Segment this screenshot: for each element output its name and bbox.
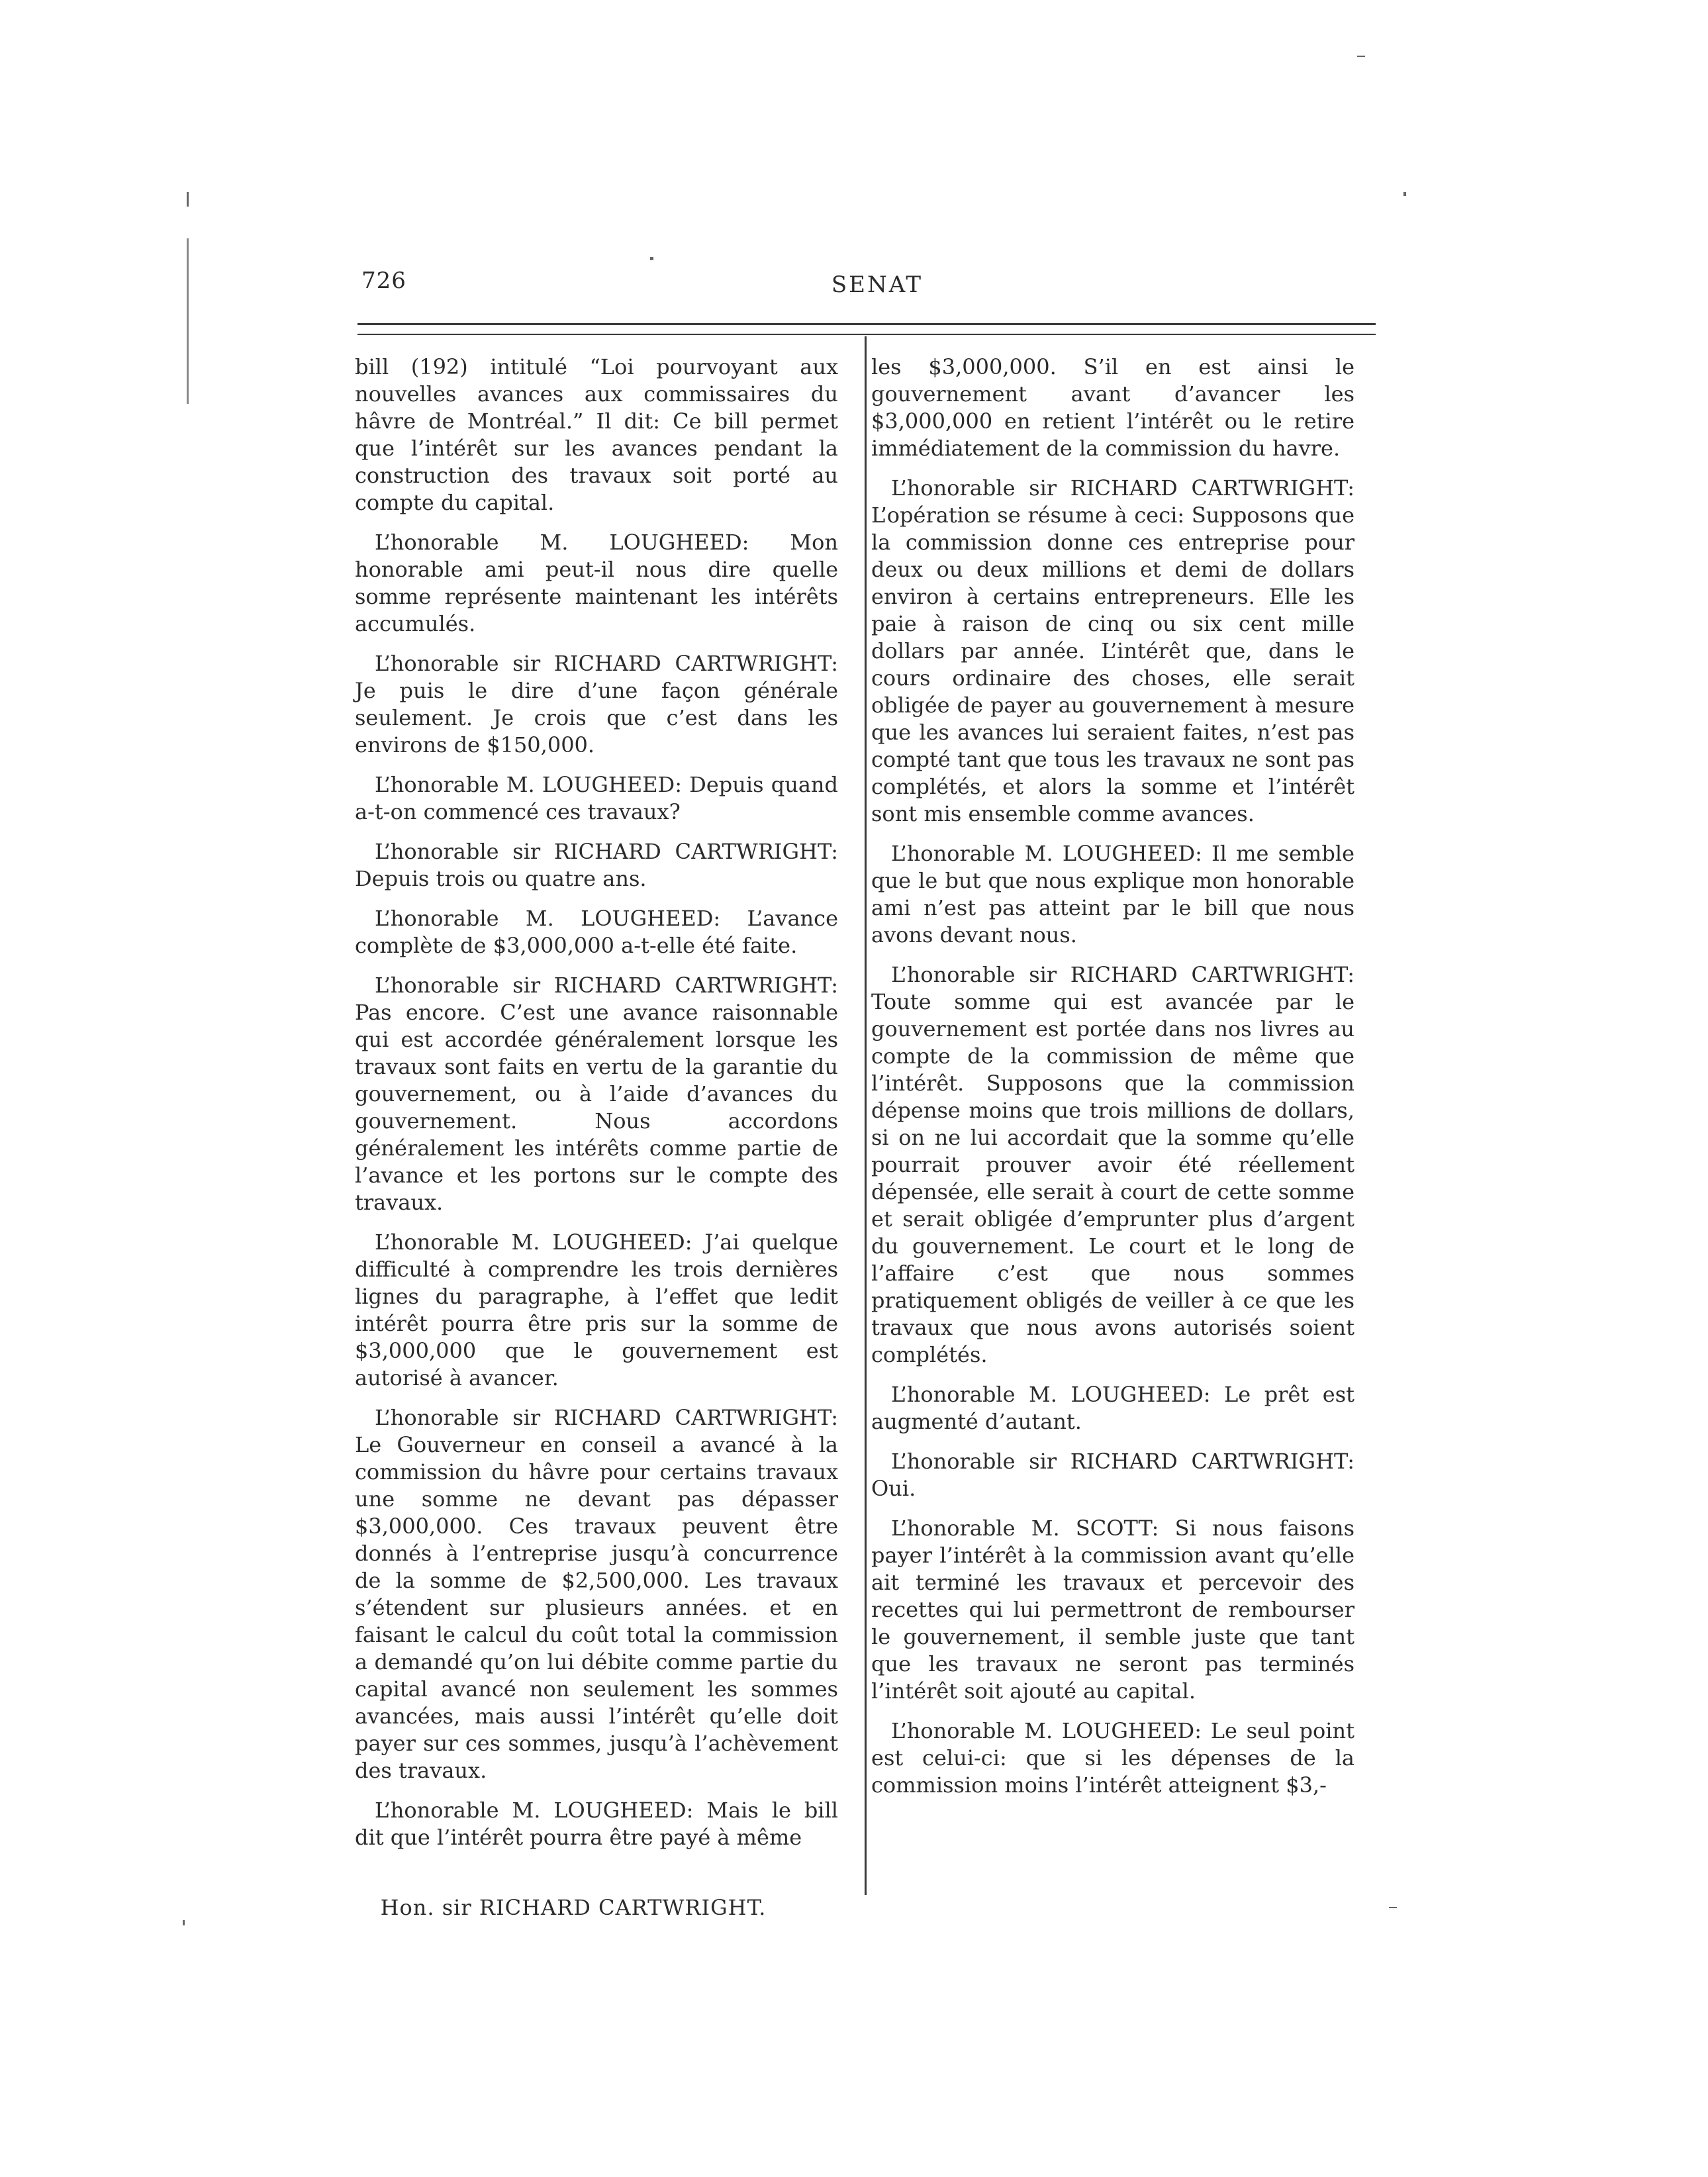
paragraph: L’honorable M. LOUGHEED: Le prêt est augmenté d’autant. — [871, 1382, 1354, 1434]
paragraph: L’honorable sir RICHARD CARTWRIGHT: Pas encore. C’est une avance raisonnable qui est accordée généralement lorsque les travaux sont faits en vertu de la garantie du gouvernement, ou à l’aide d’avances du gouvernement. Nous accordons généralement les intérêts comme partie de l’avance et les portons sur le compte des travaux. — [355, 973, 838, 1215]
page-number: 726 — [361, 267, 406, 294]
scan-mark — [187, 192, 189, 207]
scan-mark — [650, 257, 653, 260]
header-rule — [357, 323, 1376, 325]
paragraph: L’honorable M. LOUGHEED: Mais le bill dit que l’intérêt pourra être payé à même — [355, 1798, 838, 1850]
running-head: SENAT — [831, 271, 924, 298]
paragraph: les $3,000,000. S’il en est ainsi le gouvernement avant d’avancer les $3,000,000 en retient l’intérêt ou le retire immédiatement de la commission du havre. — [871, 354, 1354, 461]
scan-mark — [1403, 192, 1406, 196]
paragraph: L’honorable M. LOUGHEED: J’ai quelque difficulté à comprendre les trois dernières lignes du paragraphe, à l’effet que ledit intérêt pourra être pris sur la somme de $3,000,000 que le gouvernement est autorisé à avancer. — [355, 1230, 838, 1390]
paragraph: L’honorable M. LOUGHEED: Le seul point est celui-ci: que si les dépenses de la commission moins l’intérêt atteignent $3,- — [871, 1718, 1354, 1798]
paragraph: L’honorable sir RICHARD CARTWRIGHT: Je puis le dire d’une façon générale seulement. Je crois que c’est dans les environs de $150,000. — [355, 651, 838, 757]
paragraph: L’honorable M. LOUGHEED: Il me semble que le but que nous explique mon honorable ami n’est pas atteint par le bill que nous avons devant nous. — [871, 841, 1354, 947]
header-rule — [357, 334, 1376, 335]
paragraph: L’honorable sir RICHARD CARTWRIGHT: Toute somme qui est avancée par le gouvernement est portée dans nos livres au compte de la commission de même que l’intérêt. Supposons que la commission dépense moins que trois millions de dollars, si on ne lui accordait que la somme qu’elle pourrait prouver avoir été réellement dépensée, elle serait à court de cette somme et serait obligée d’emprunter plus d’argent du gouvernement. Le court et le long de l’affaire c’est que nous sommes pratiquement obligés de veiller à ce que les travaux que nous avons autorisés soient complétés. — [871, 962, 1354, 1367]
paragraph: L’honorable M. LOUGHEED: L’avance complète de $3,000,000 a-t-elle été faite. — [355, 906, 838, 958]
column-divider — [865, 336, 867, 1895]
paragraph: L’honorable sir RICHARD CARTWRIGHT: L’opération se résume à ceci: Supposons que la commission donne ces entreprise pour deux ou deux millions et demi de dollars environ à certains entrepreneurs. Elle les paie à raison de cinq ou six cent mille dollars par année. L’intérêt que, dans le cours ordinaire des choses, elle serait obligée de payer au gouvernement à mesure que les avances lui seraient faites, n’est pas compté tant que tous les travaux ne sont pas complétés, et alors la somme et l’intérêt sont mis ensemble comme avances. — [871, 475, 1354, 826]
scan-mark — [183, 1920, 185, 1925]
paragraph: L’honorable M. SCOTT: Si nous faisons payer l’intérêt à la commission avant qu’elle ait terminé les travaux et percevoir des recettes qui lui permettront de rembourser le gouvernement, il semble juste que tant que les travaux ne seront pas terminés l’intérêt soit ajouté au capital. — [871, 1516, 1354, 1704]
paragraph: L’honorable sir RICHARD CARTWRIGHT: Oui. — [871, 1449, 1354, 1501]
scan-mark — [187, 238, 189, 404]
paragraph: bill (192) intitulé “Loi pourvoyant aux nouvelles avances aux commissaires du hâvre de Montréal.” Il dit: Ce bill permet que l’intérêt sur les avances pendant la construction des travaux soit porté au compte du capital. — [355, 354, 838, 515]
paragraph: L’honorable M. LOUGHEED: Depuis quand a-t-on commencé ces travaux? — [355, 772, 838, 824]
paragraph: L’honorable sir RICHARD CARTWRIGHT: Le Gouverneur en conseil a avancé à la commission du hâvre pour certains travaux une somme ne devant pas dépasser $3,000,000. Ces travaux peuvent être donnés à l’entreprise jusqu’à concurrence de la somme de $2,500,000. Les travaux s’étendent sur plusieurs années. et en faisant le calcul du coût total la commission a demandé qu’on lui débite comme partie du capital avancé non seulement les sommes avancées, mais aussi l’intérêt qu’elle doit payer sur ces sommes, jusqu’à l’achèvement des travaux. — [355, 1405, 838, 1783]
scan-mark — [1389, 1907, 1397, 1908]
left-column — [355, 354, 838, 1864]
footer-running-line: Hon. sir RICHARD CARTWRIGHT. — [380, 1895, 767, 1920]
paragraph: L’honorable sir RICHARD CARTWRIGHT: Depuis trois ou quatre ans. — [355, 839, 838, 891]
scan-mark — [1357, 56, 1365, 57]
right-column — [871, 354, 1354, 1812]
paragraph: L’honorable M. LOUGHEED: Mon honorable ami peut-il nous dire quelle somme représente maintenant les intérêts accumulés. — [355, 530, 838, 636]
